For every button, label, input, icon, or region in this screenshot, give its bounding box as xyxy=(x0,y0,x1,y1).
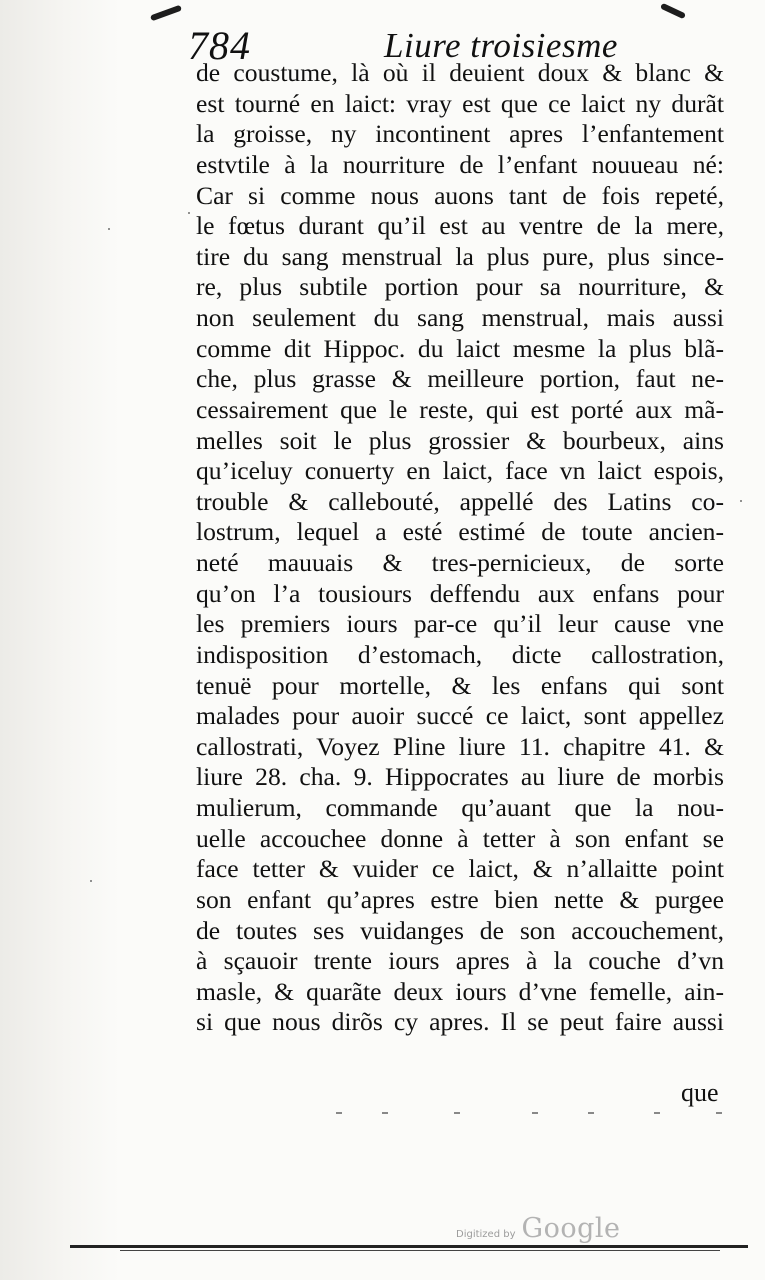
text-line: melles soit le plus grossier & bourbeux, ains xyxy=(196,425,724,455)
ink-speck xyxy=(188,212,190,214)
page-number: 784 xyxy=(188,23,251,68)
text-line: non seulement du sang menstrual, mais aussi xyxy=(196,303,724,332)
text-line: cessairement que le reste, qui est porté aux mã- xyxy=(196,394,724,424)
text-line: indisposition d’estomach, dicte callostration, xyxy=(196,639,724,669)
body-text xyxy=(196,58,724,1038)
digitized-watermark xyxy=(456,1213,620,1244)
text-line: face tetter & vuider ce laict, & n’allaitte point xyxy=(196,854,724,884)
text-line: les premiers iours par-ce qu’il leur cause vne xyxy=(196,609,724,639)
corner-ornament-right xyxy=(660,3,686,19)
catchword: que xyxy=(681,1078,719,1107)
ink-speck xyxy=(108,228,110,230)
text-line: tire du sang menstrual la plus pure, plus since- xyxy=(196,241,724,271)
text-line: masle, & quarãte deux iours d’vne femelle, ain- xyxy=(196,976,724,1006)
text-line: si que nous dirõs cy apres. Il se peut faire aussi xyxy=(196,1007,724,1037)
text-line: neté mauuais & tres-pernicieux, de sorte xyxy=(196,548,724,577)
google-logo: Google xyxy=(521,1213,621,1244)
text-line: callostrati, Voyez Pline liure 11. chapitre 41. & xyxy=(196,731,724,761)
text-line: lostrum, lequel a esté estimé de toute ancien- xyxy=(196,517,724,547)
page-margin-shadow xyxy=(0,0,120,1280)
bottom-edge-rule xyxy=(70,1245,748,1248)
ink-speck xyxy=(740,500,742,502)
text-line: son enfant qu’apres estre bien nette & purgee xyxy=(196,884,724,914)
running-head: Liure troisiesme xyxy=(384,26,618,65)
text-line: de coustume, là où il deuient doux & blanc & xyxy=(196,58,724,87)
watermark-digitized-by: Digitized by xyxy=(456,1229,516,1240)
text-line: trouble & callebouté, appellé des Latins co- xyxy=(196,486,724,516)
text-line: malades pour auoir succé ce laict, sont appellez xyxy=(196,701,724,731)
bottom-edge-rule-thin xyxy=(120,1250,720,1251)
text-line: Car si comme nous auons tant de fois repeté, xyxy=(196,180,724,210)
text-line: uelle accouchee donne à tetter à son enfant se xyxy=(196,823,724,853)
text-line: de toutes ses vuidanges de son accouchement, xyxy=(196,915,724,945)
text-line: che, plus grasse & meilleure portion, faut ne- xyxy=(196,364,724,394)
text-line: re, plus subtile portion pour sa nourriture, & xyxy=(196,272,724,302)
corner-ornament-left xyxy=(150,5,182,22)
text-line: estvtile à la nourriture de l’enfant nouueau né: xyxy=(196,149,724,179)
ink-dots xyxy=(336,1112,736,1122)
text-line: mulierum, commande qu’auant que la nou- xyxy=(196,793,724,822)
text-line: la groisse, ny incontinent apres l’enfantement xyxy=(196,119,724,149)
text-line: qu’on l’a tousiours deffendu aux enfans pour xyxy=(196,578,724,608)
text-line: tenuë pour mortelle, & les enfans qui sont xyxy=(196,670,724,700)
text-line: le fœtus durant qu’il est au ventre de la mere, xyxy=(196,211,724,241)
ink-speck xyxy=(90,880,92,882)
text-line: qu’iceluy conuerty en laict, face vn laict espois, xyxy=(196,456,724,486)
text-line: est tourné en laict: vray est que ce laict ny durãt xyxy=(196,88,724,118)
text-line: à sçauoir trente iours apres à la couche d’vn xyxy=(196,946,724,976)
text-line: comme dit Hippoc. du laict mesme la plus blã- xyxy=(196,333,724,363)
text-line: liure 28. cha. 9. Hippocrates au liure de morbis xyxy=(196,762,724,792)
